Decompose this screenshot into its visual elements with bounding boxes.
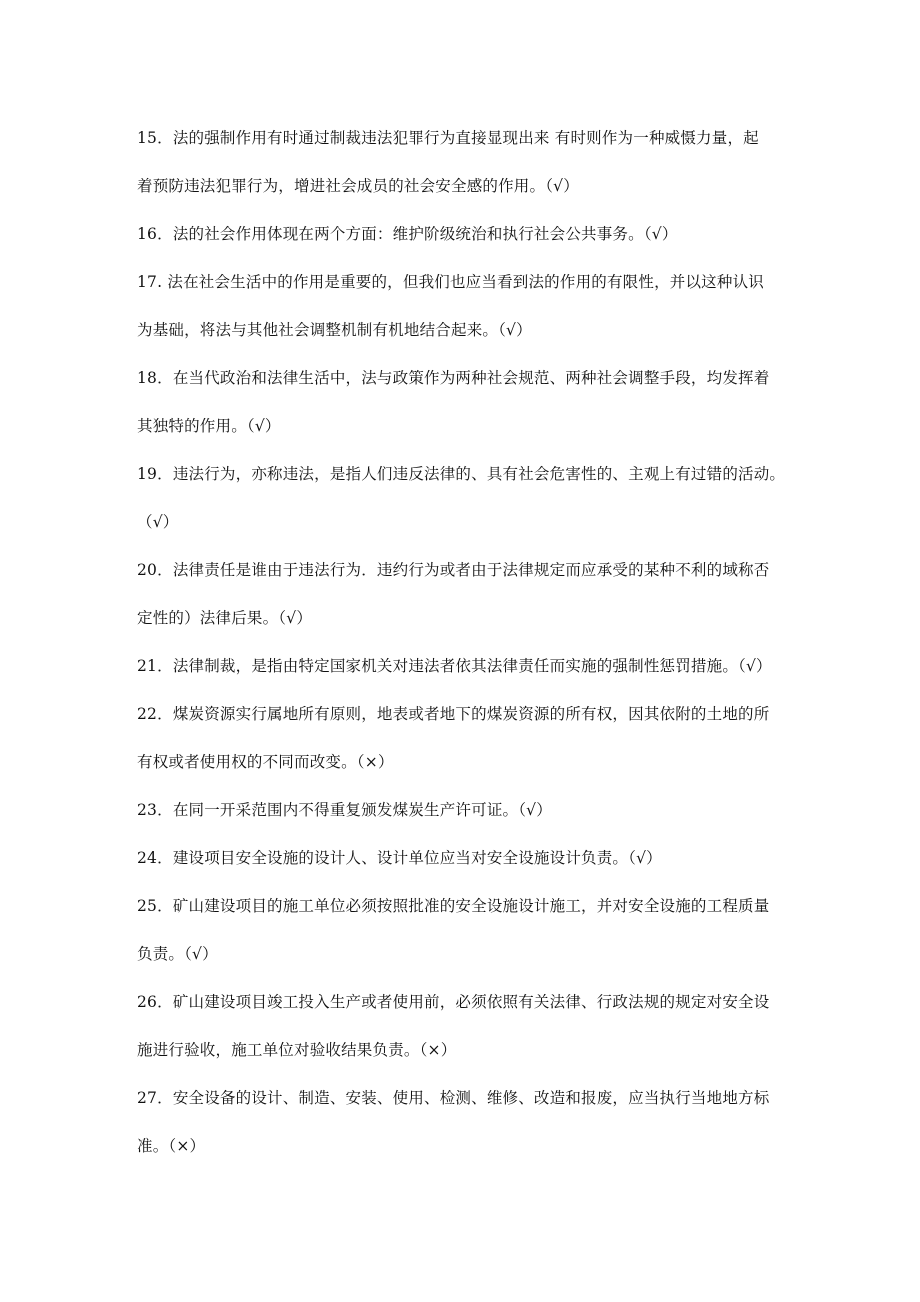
text-line: 15．法的强制作用有时通过制裁违法犯罪行为直接显现出来 有时则作为一种威慑力量，起	[137, 129, 759, 147]
text-line: 施进行验收，施工单位对验收结果负责。（×）	[137, 1041, 457, 1059]
text-line: 23．在同一开采范围内不得重复颁发煤炭生产许可证。（√）	[137, 801, 552, 819]
text-line: 着预防违法犯罪行为，增进社会成员的社会安全感的作用。（√）	[137, 177, 579, 195]
text-line: 为基础，将法与其他社会调整机制有机地结合起来。（√）	[137, 321, 532, 339]
text-line: 17. 法在社会生活中的作用是重要的，但我们也应当看到法的作用的有限性，并以这种认识	[137, 273, 764, 291]
text-line: 19．违法行为，亦称违法，是指人们违反法律的、具有社会危害性的、主观上有过错的活动。	[137, 465, 786, 483]
text-line: 其独特的作用。（√）	[137, 417, 281, 435]
text-line: 16．法的社会作用体现在两个方面：维护阶级统治和执行社会公共事务。（√）	[137, 225, 678, 243]
text-line: 有权或者使用权的不同而改变。（×）	[137, 753, 394, 771]
text-line: 20．法律责任是谁由于违法行为．违约行为或者由于法律规定而应承受的某种不利的域称否	[137, 561, 770, 579]
text-line: 准。（×）	[137, 1137, 206, 1155]
text-line: 22．煤炭资源实行属地所有原则，地表或者地下的煤炭资源的所有权，因其依附的土地的所	[137, 705, 770, 723]
text-line: （√）	[137, 513, 179, 531]
text-line: 25．矿山建设项目的施工单位必须按照批准的安全设施设计施工，并对安全设施的工程质量	[137, 897, 770, 915]
text-line: 26．矿山建设项目竣工投入生产或者使用前，必须依照有关法律、行政法规的规定对安全设	[137, 993, 770, 1011]
text-line: 负责。（√）	[137, 945, 218, 963]
text-line: 18．在当代政治和法律生活中，法与政策作为两种社会规范、两种社会调整手段，均发挥着	[137, 369, 770, 387]
text-line: 21．法律制裁，是指由特定国家机关对违法者依其法律责任而实施的强制性惩罚措施。（√）	[137, 657, 772, 675]
text-line: 27．安全设备的设计、制造、安装、使用、检测、维修、改造和报废，应当执行当地地方标	[137, 1089, 770, 1107]
text-line: 定性的）法律后果。（√）	[137, 609, 313, 627]
text-line: 24．建设项目安全设施的设计人、设计单位应当对安全设施设计负责。（√）	[137, 849, 662, 867]
